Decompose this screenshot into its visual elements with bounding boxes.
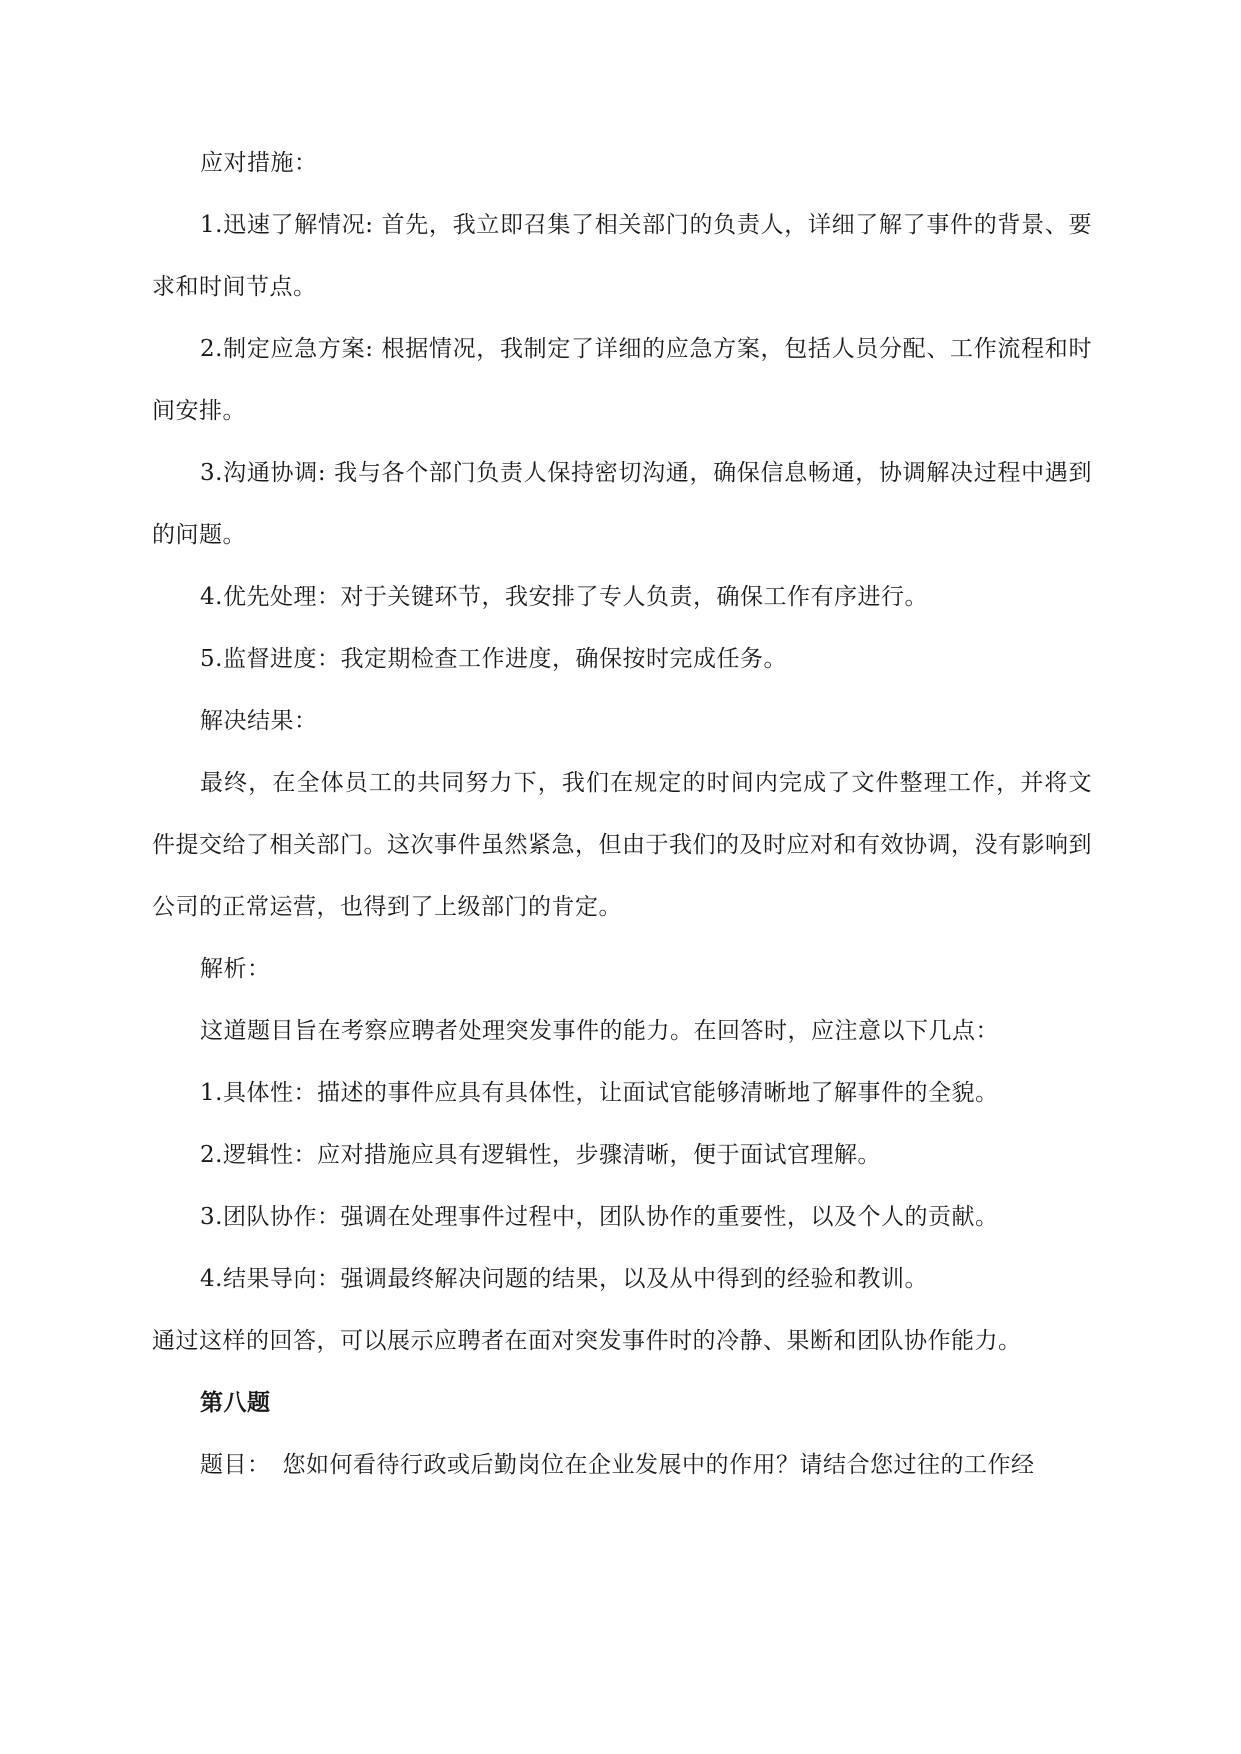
measure-item-5: 5.监督进度：我定期检查工作进度，确保按时完成任务。 — [200, 646, 787, 672]
question-text: 题目： 您如何看待行政或后勤岗位在企业发展中的作用？请结合您过往的工作经 — [200, 1452, 1035, 1478]
analysis-intro: 这道题目旨在考察应聘者处理突发事件的能力。在回答时，应注意以下几点： — [200, 1018, 999, 1044]
section-label-result: 解决结果： — [200, 708, 318, 734]
measure-item-2: 2.制定应急方案: 根据情况，我制定了详细的应急方案，包括人员分配、工作流程和时间安排。 — [152, 336, 1092, 424]
section-label-measures: 应对措施： — [200, 150, 318, 176]
result-paragraph: 最终，在全体员工的共同努力下，我们在规定的时间内完成了文件整理工作，并将文件提交给了相关部门。这次事件虽然紧急，但由于我们的及时应对和有效协调，没有影响到公司的正常运营，也得到了上级部门的肯定。 — [152, 770, 1092, 920]
analysis-conclusion: 通过这样的回答，可以展示应聘者在面对突发事件时的冷静、果断和团队协作能力。 — [152, 1328, 1022, 1354]
analysis-point-1: 1.具体性：描述的事件应具有具体性，让面试官能够清晰地了解事件的全貌。 — [200, 1080, 999, 1106]
section-label-analysis: 解析： — [200, 956, 271, 982]
analysis-point-3: 3.团队协作：强调在处理事件过程中，团队协作的重要性，以及个人的贡献。 — [200, 1204, 999, 1230]
measure-item-3: 3.沟通协调: 我与各个部门负责人保持密切沟通，确保信息畅通，协调解决过程中遇到的问题。 — [152, 460, 1092, 548]
measure-item-1: 1.迅速了解情况: 首先，我立即召集了相关部门的负责人，详细了解了事件的背景、要求和时间节点。 — [152, 212, 1092, 300]
analysis-point-4: 4.结果导向：强调最终解决问题的结果，以及从中得到的经验和教训。 — [200, 1266, 928, 1292]
question-heading: 第八题 — [200, 1389, 271, 1416]
measure-item-4: 4.优先处理：对于关键环节，我安排了专人负责，确保工作有序进行。 — [200, 584, 928, 610]
document-page — [152, 132, 1092, 1496]
analysis-point-2: 2.逻辑性：应对措施应具有逻辑性，步骤清晰，便于面试官理解。 — [200, 1142, 881, 1168]
